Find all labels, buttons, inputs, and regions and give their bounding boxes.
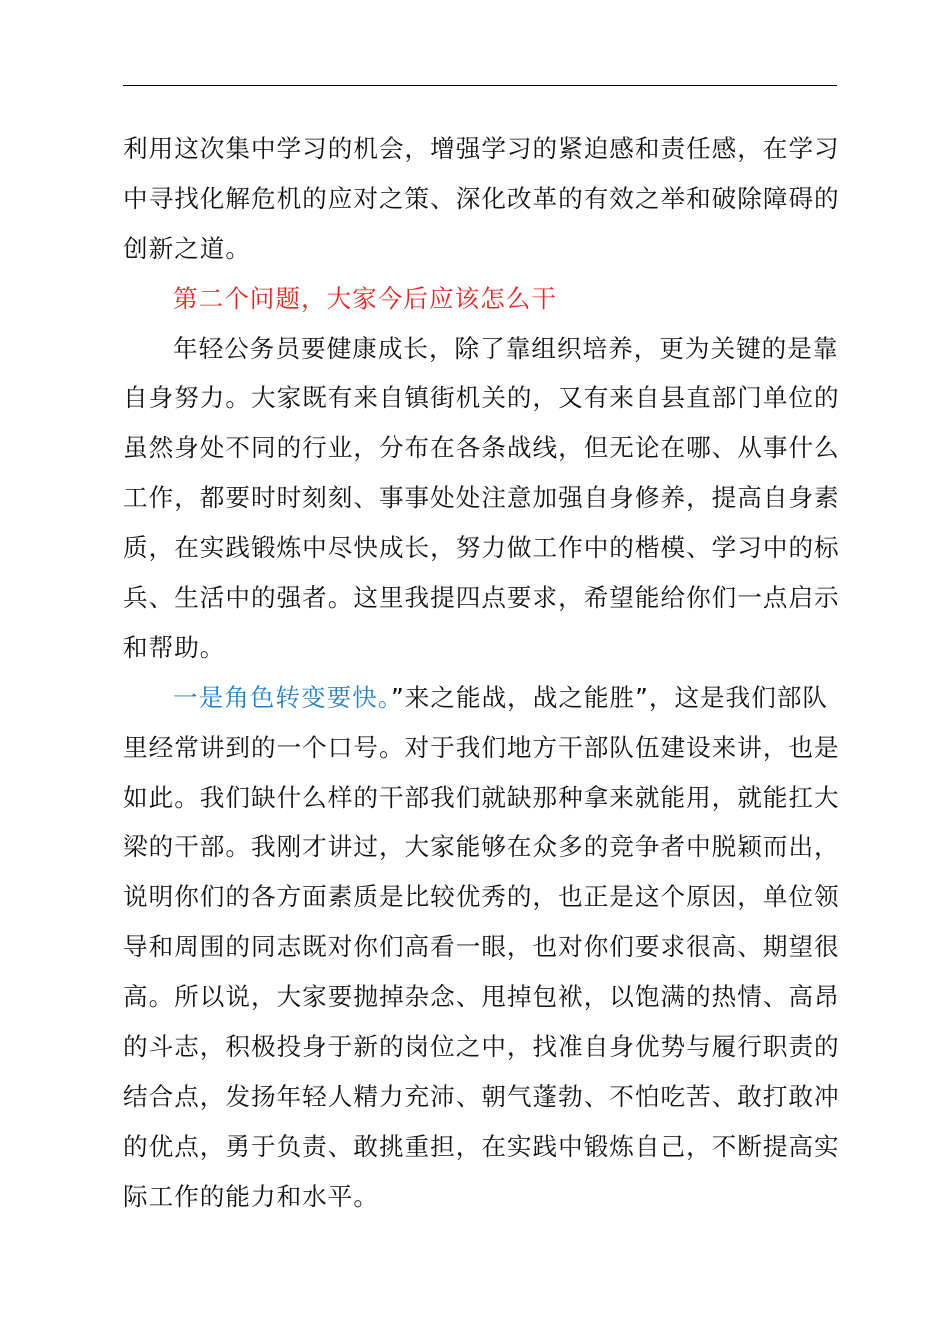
text-line: 和帮助。 [123,632,226,662]
text-line: 结合点，发扬年轻人精力充沛、朝气蓬勃、不怕吃苦、敢打敢冲 [123,1081,840,1111]
text-line: 中寻找化解危机的应对之策、深化改革的有效之举和破除障碍的 [123,183,840,213]
text-line: 里经常讲到的一个口号。对于我们地方干部队伍建设来讲，也是 [123,732,840,762]
point-one-text: ”来之能战，战之能胜”，这是我们部队 [391,682,829,712]
text-line: 的斗志，积极投身于新的岗位之中，找准自身优势与履行职责的 [123,1032,840,1062]
text-line: 自身努力。大家既有来自镇街机关的，又有来自县直部门单位的 [123,383,840,413]
text-line: 创新之道。 [123,233,251,263]
text-line: 际工作的能力和水平。 [123,1181,379,1211]
header-rule [123,85,837,86]
text-line: 虽然身处不同的行业，分布在各条战线，但无论在哪、从事什么 [123,433,840,463]
point-one-line [123,673,837,723]
document-body [123,124,840,1222]
point-one-heading: 一是角色转变要快。 [173,682,392,712]
text-line: 高。所以说，大家要抛掉杂念、甩掉包袱，以饱满的热情、高昂 [123,982,840,1012]
text-line: 的优点，勇于负责、敢挑重担，在实践中锻炼自己，不断提高实 [123,1131,840,1161]
section-heading: 第二个问题，大家今后应该怎么干 [173,283,557,313]
text-line: 如此。我们缺什么样的干部我们就缺那种拿来就能用，就能扛大 [123,782,840,812]
text-line: 质，在实践锻炼中尽快成长，努力做工作中的楷模、学习中的标 [123,533,840,563]
text-line: 兵、生活中的强者。这里我提四点要求，希望能给你们一点启示 [123,583,840,613]
text-line: 年轻公务员要健康成长，除了靠组织培养，更为关键的是靠 [173,333,839,363]
text-line: 梁的干部。我刚才讲过，大家能够在众多的竞争者中脱颖而出， [123,832,840,862]
text-line: 导和周围的同志既对你们高看一眼，也对你们要求很高、期望很 [123,932,840,962]
text-line: 工作，都要时时刻刻、事事处处注意加强自身修养，提高自身素 [123,483,840,513]
text-line: 利用这次集中学习的机会，增强学习的紧迫感和责任感，在学习 [123,134,840,163]
text-line: 说明你们的各方面素质是比较优秀的，也正是这个原因，单位领 [123,882,840,912]
